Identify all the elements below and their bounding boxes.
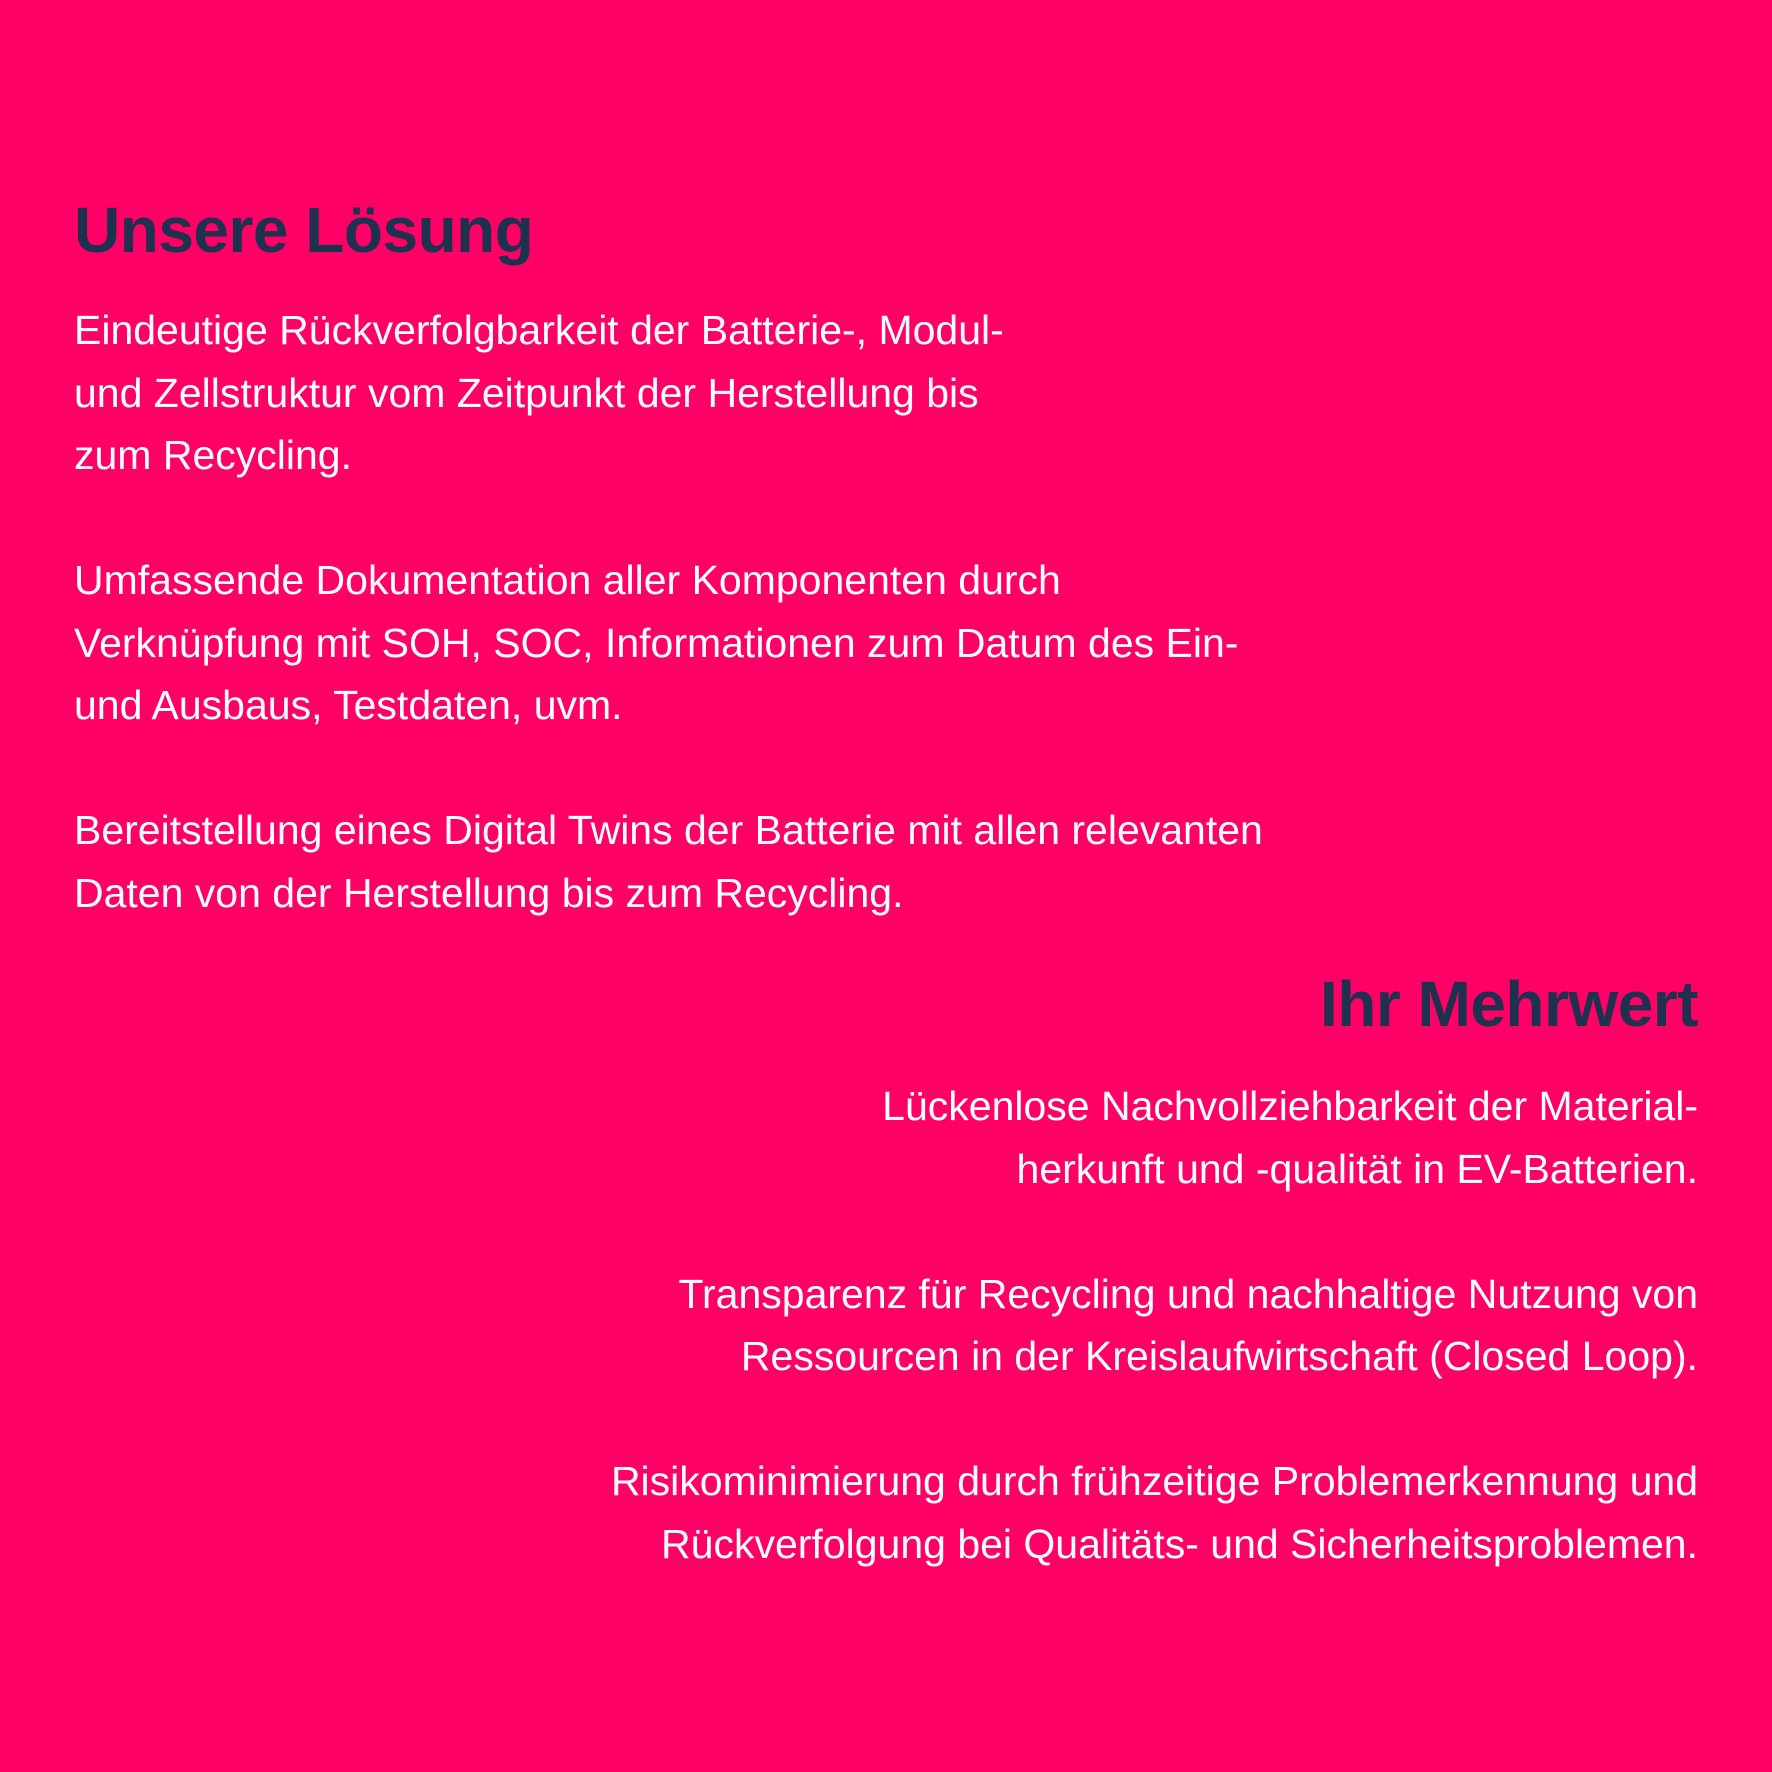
text-line: Umfassende Dokumentation aller Komponenten durch xyxy=(74,557,1061,603)
solution-title: Unsere Lösung xyxy=(74,194,534,266)
text-line: Daten von der Herstellung bis zum Recycling. xyxy=(74,869,904,916)
text-line: Rückverfolgung bei Qualitäts- und Sicherheitsproblemen. xyxy=(661,1520,1698,1567)
text-line: und Zellstruktur vom Zeitpunkt der Herstellung bis xyxy=(74,369,979,416)
text-line: Transparenz für Recycling und nachhaltige Nutzung von xyxy=(678,1270,1698,1317)
value-paragraph-risk xyxy=(198,1450,1698,1575)
solution-paragraph-documentation xyxy=(74,549,1574,737)
text-line: Eindeutige Rückverfolgbarkeit der Batterie-, Modul- xyxy=(74,307,1004,353)
text-line: herkunft und -qualität in EV-Batterien. xyxy=(1016,1145,1698,1192)
text-line: Lückenlose Nachvollziehbarkeit der Material- xyxy=(882,1083,1698,1129)
text-line: Bereitstellung eines Digital Twins der Batterie mit allen relevanten xyxy=(74,807,1263,853)
value-section xyxy=(198,964,1698,1575)
text-line: und Ausbaus, Testdaten, uvm. xyxy=(74,682,623,728)
value-paragraph-material-origin xyxy=(198,1075,1698,1200)
solution-section xyxy=(74,190,1574,924)
text-line: zum Recycling. xyxy=(74,432,352,478)
value-paragraph-transparency xyxy=(198,1263,1698,1388)
text-line: Verknüpfung mit SOH, SOC, Informationen zum Datum des Ein- xyxy=(74,619,1239,666)
value-title: Ihr Mehrwert xyxy=(1319,968,1698,1040)
text-line: Ressourcen in der Kreislaufwirtschaft (Closed Loop). xyxy=(740,1333,1698,1379)
text-line: Risikominimierung durch frühzeitige Problemerkennung und xyxy=(610,1458,1698,1504)
solution-paragraph-traceability xyxy=(74,299,1574,487)
solution-paragraph-digital-twin xyxy=(74,799,1574,924)
